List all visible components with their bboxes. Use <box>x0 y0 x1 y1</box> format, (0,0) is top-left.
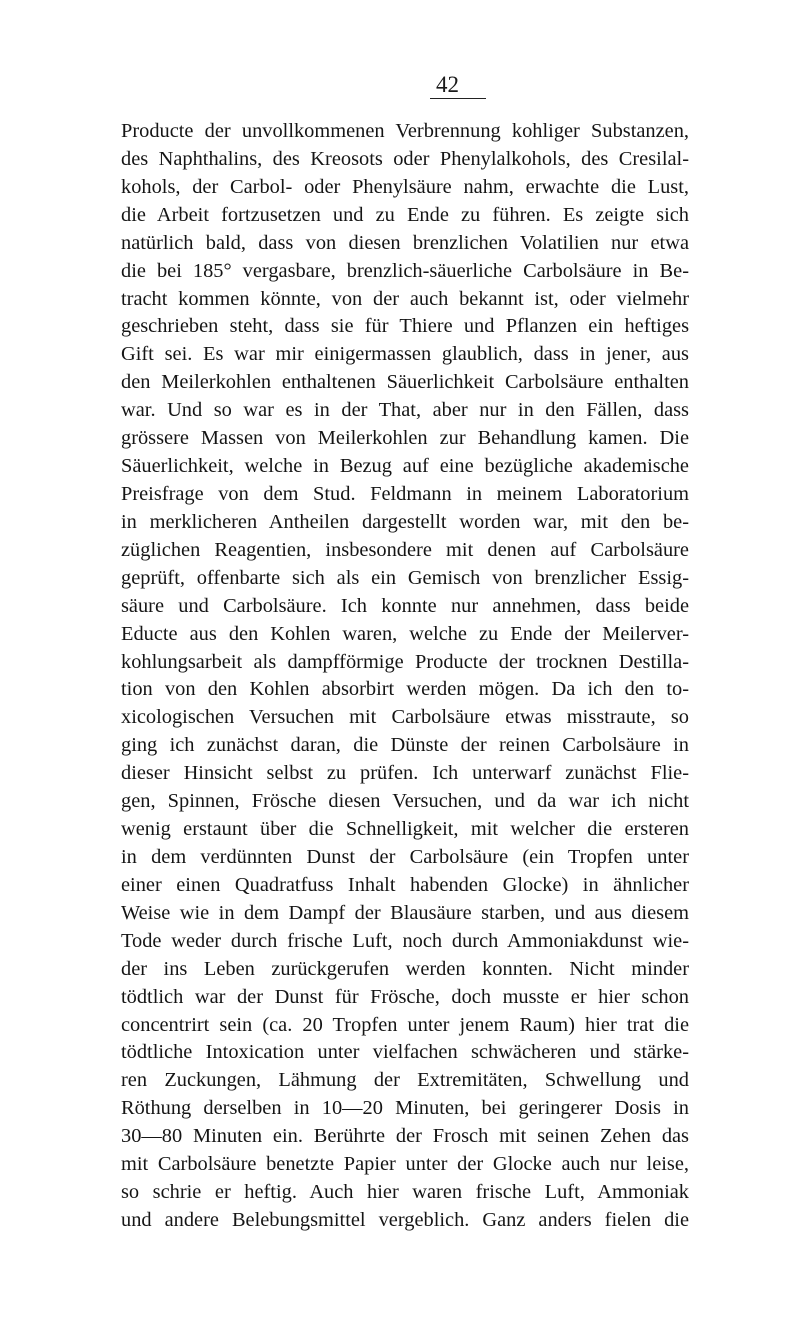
text-line: war. Und so war es in der That, aber nur in den Fällen, dass <box>121 399 689 422</box>
text-line: in dem verdünnten Dunst der Carbolsäure (ein Tropfen unter <box>121 845 689 868</box>
text-line: säure und Carbolsäure. Ich konnte nur annehmen, dass beide <box>121 594 689 617</box>
text-line: natürlich bald, dass von diesen brenzlichen Volatilien nur etwa <box>121 231 689 254</box>
text-line: gen, Spinnen, Frösche diesen Versuchen, und da war ich nicht <box>121 790 689 813</box>
text-line: Säuerlichkeit, welche in Bezug auf eine bezügliche akademische <box>121 455 689 478</box>
text-line: die Arbeit fortzusetzen und zu Ende zu führen. Es zeigte sich <box>121 203 689 226</box>
text-line: ren Zuckungen, Lähmung der Extremitäten, Schwellung und <box>121 1069 689 1092</box>
text-line: so schrie er heftig. Auch hier waren frische Luft, Ammoniak <box>121 1181 689 1204</box>
text-line: 30—80 Minuten ein. Berührte der Frosch mit seinen Zehen das <box>121 1125 689 1148</box>
text-line: die bei 185° vergasbare, brenzlich-säuerliche Carbolsäure in Be- <box>121 259 689 282</box>
text-line: geprüft, offenbarte sich als ein Gemisch von brenzlicher Essig- <box>121 566 689 589</box>
text-line: tödtlich war der Dunst für Frösche, doch musste er hier schon <box>121 985 689 1008</box>
text-line: xicologischen Versuchen mit Carbolsäure etwas misstraute, so <box>121 706 689 729</box>
body-paragraph <box>121 118 689 1235</box>
text-line: kohols, der Carbol- oder Phenylsäure nahm, erwachte die Lust, <box>121 175 689 198</box>
text-line: einer einen Quadratfuss Inhalt habenden Glocke) in ähnlicher <box>121 873 689 896</box>
text-line: Preisfrage von dem Stud. Feldmann in meinem Laboratorium <box>121 482 689 505</box>
text-line: mit Carbolsäure benetzte Papier unter der Glocke auch nur leise, <box>121 1153 689 1176</box>
text-line: dieser Hinsicht selbst zu prüfen. Ich unterwarf zunächst Flie- <box>121 762 689 785</box>
text-line: geschrieben steht, dass sie für Thiere und Pflanzen ein heftiges <box>121 315 689 338</box>
text-line: tödtliche Intoxication unter vielfachen schwächeren und stärke- <box>121 1041 689 1064</box>
text-line: tion von den Kohlen absorbirt werden mögen. Da ich den to- <box>121 678 689 701</box>
text-line: kohlungsarbeit als dampfförmige Producte der trocknen Destilla- <box>121 650 689 673</box>
text-line: wenig erstaunt über die Schnelligkeit, mit welcher die ersteren <box>121 818 689 841</box>
text-line: ging ich zunächst daran, die Dünste der reinen Carbolsäure in <box>121 734 689 757</box>
text-line: grössere Massen von Meilerkohlen zur Behandlung kamen. Die <box>121 427 689 450</box>
page-header <box>430 72 486 102</box>
text-line: in merklicheren Antheilen dargestellt worden war, mit den be- <box>121 510 689 533</box>
text-line: züglichen Reagentien, insbesondere mit denen auf Carbolsäure <box>121 538 689 561</box>
page-number: 42 <box>436 72 459 97</box>
text-line: Producte der unvollkommenen Verbrennung kohliger Substanzen, <box>121 120 689 142</box>
text-line: concentrirt sein (ca. 20 Tropfen unter jenem Raum) hier trat die <box>121 1013 689 1036</box>
text-line: und andere Belebungsmittel vergeblich. Ganz anders fielen die <box>121 1208 689 1231</box>
text-line: des Naphthalins, des Kreosots oder Phenylalkohols, des Cresilal- <box>121 147 689 170</box>
text-line: Tode weder durch frische Luft, noch durch Ammoniakdunst wie- <box>121 929 689 952</box>
header-rule <box>430 98 486 99</box>
text-line: den Meilerkohlen enthaltenen Säuerlichkeit Carbolsäure enthalten <box>121 371 689 394</box>
text-line: Educte aus den Kohlen waren, welche zu Ende der Meilerver- <box>121 622 689 645</box>
text-line: Gift sei. Es war mir einigermassen glaublich, dass in jener, aus <box>121 343 689 366</box>
text-line: Röthung derselben in 10—20 Minuten, bei geringerer Dosis in <box>121 1097 689 1120</box>
text-line: Weise wie in dem Dampf der Blausäure starben, und aus diesem <box>121 901 689 924</box>
text-line: der ins Leben zurückgerufen werden konnten. Nicht minder <box>121 957 689 980</box>
text-line: tracht kommen könnte, von der auch bekannt ist, oder vielmehr <box>121 287 689 310</box>
